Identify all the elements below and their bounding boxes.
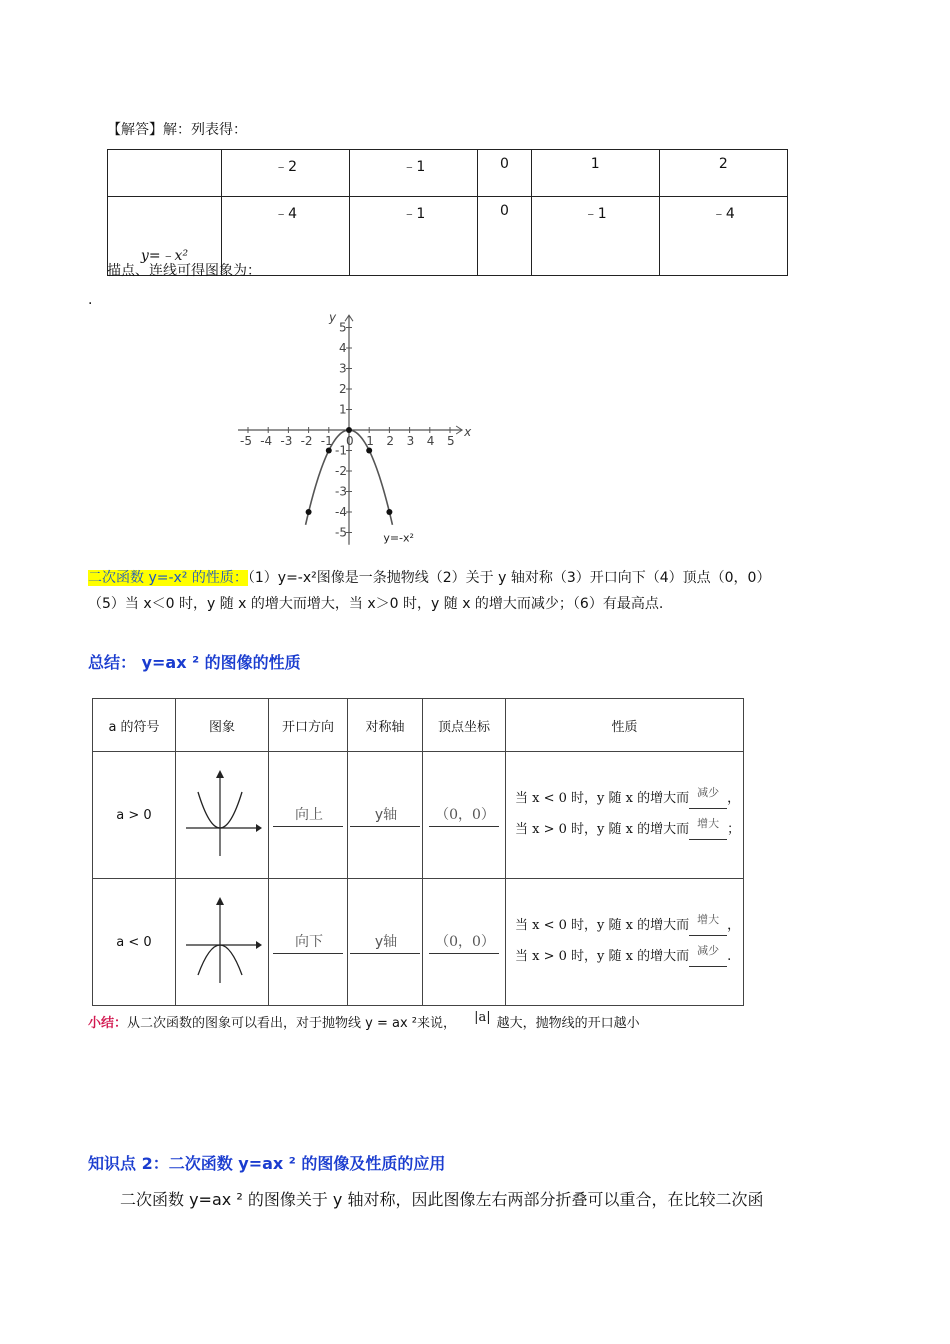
data-point [386,509,392,515]
x-tick-label: -2 [300,434,313,448]
small-summary-text-2: 越大，抛物线的开口越小 [496,1016,640,1031]
vertex-cell [423,752,506,879]
x-tick-label: -5 [240,434,252,448]
x-tick-label: 0 [346,434,354,448]
body-text: 二次函数 y=ax ² 的图像关于 y 轴对称，因此图像左右两部分折叠可以重合，在比较二次函 [120,1190,764,1209]
graph-cell [176,879,269,1006]
axis-fill: y轴 [350,804,420,827]
vertex-fill: （0，0） [429,931,499,954]
graph-cell [176,752,269,879]
table-header-row [93,699,744,752]
property-cell [506,752,744,879]
table-cell: 2 [659,150,787,197]
table-row-label: y=﹣x² [108,197,222,276]
table-cell: 0 [478,150,531,197]
sign-cell: a < 0 [93,879,176,1006]
y-tick-label: -5 [335,525,347,540]
header-cell: a 的符号 [93,699,176,752]
x-axis-label: x [464,425,472,439]
header-cell: 性质 [506,699,744,752]
properties-paragraph [88,565,768,617]
y-tick-label: 4 [339,341,347,355]
y-tick-label: 5 [339,320,347,335]
y-tick-label: -3 [335,484,347,499]
parabola-graph [238,310,478,550]
header-cell: 顶点坐标 [423,699,506,752]
axis-cell [348,752,423,879]
x-tick-label: -4 [260,434,273,448]
x-tick-label: 2 [386,434,395,448]
data-point [306,509,312,515]
x-tick-label: 3 [406,434,415,448]
x-tick-label: -3 [280,434,293,448]
y-tick-label: -1 [335,443,347,458]
property-fill: 增大 [689,809,727,840]
y-tick-label: 3 [339,361,347,376]
table-cell: ﹣1 [350,150,478,197]
axis-fill: y轴 [350,931,420,954]
property-text: 当 x > 0 时，y 随 x 的增大而 [515,822,690,837]
curve-label: y=-x² [383,531,414,545]
data-point [346,427,352,433]
table-cell: ﹣2 [222,150,350,197]
property-punct: . [727,949,732,964]
direction-cell [269,879,348,1006]
property-punct: ， [727,791,741,806]
properties-highlight: 二次函数 y=-x² 的性质： [88,570,248,586]
x-tick-label: 4 [426,434,435,448]
x-tick-label: 5 [447,434,455,448]
plot-caption: 描点、连线可得图象为： [107,263,261,279]
small-summary [88,1012,640,1031]
property-fill: 增大 [689,905,727,936]
upward-parabola-icon [182,768,262,858]
property-fill: 减少 [689,778,727,809]
x-tick-label: -1 [320,434,333,448]
table-row [93,879,744,1006]
data-point [366,448,372,454]
property-text: 当 x < 0 时，y 随 x 的增大而 [515,918,690,933]
table-cell: 0 [478,197,531,276]
y-tick-label: 2 [339,382,347,396]
property-text: 当 x < 0 时，y 随 x 的增大而 [515,791,690,806]
table-row [108,150,788,197]
summary-title: 总结： y=ax ² 的图像的性质 [88,653,301,672]
x-tick-label: 1 [366,434,374,448]
answer-heading: 【解答】解：列表得： [107,122,247,138]
property-line [507,942,742,973]
property-cell [506,879,744,1006]
property-text: 当 x > 0 时，y 随 x 的增大而 [515,949,690,964]
table-row [93,752,744,879]
small-summary-text: 从二次函数的图象可以看出，对于抛物线 y = ax ²来说， [127,1016,457,1031]
sign-cell: a > 0 [93,752,176,879]
downward-parabola-icon [182,895,262,985]
properties-text: （1）y=-x²图像是一条抛物线（2）关于 y 轴对称（3）开口向下（4）顶点（0，0）（5）当 x＜0 时，y 随 x 的增大而增大，当 x＞0 时，y 随 x 的增大而减少；（6）有最高点. [88,570,764,612]
property-line [507,815,742,846]
table-cell: ﹣4 [659,197,787,276]
header-cell: 图象 [176,699,269,752]
y-axis-label: y [329,310,337,325]
table-cell: 1 [531,150,659,197]
table-cell: ﹣1 [531,197,659,276]
table-cell [108,150,222,197]
direction-fill: 向下 [273,931,343,954]
header-cell: 对称轴 [348,699,423,752]
value-table [107,149,788,276]
property-punct: ， [727,918,741,933]
vertex-fill: （0，0） [429,804,499,827]
y-tick-label: -4 [335,505,347,519]
properties-table [92,698,744,1006]
header-cell: 开口方向 [269,699,348,752]
table-cell: ﹣1 [350,197,478,276]
knowledge-point-2-title: 知识点 2：二次函数 y=ax ² 的图像及性质的应用 [88,1154,446,1173]
direction-fill: 向上 [273,804,343,827]
data-point [326,448,332,454]
property-fill: 减少 [689,936,727,967]
small-summary-label: 小结： [88,1016,128,1031]
vertex-cell [423,879,506,1006]
direction-cell [269,752,348,879]
property-punct: ； [727,822,741,837]
y-tick-label: -2 [335,464,347,478]
y-tick-label: 1 [339,402,347,417]
abs-a: |a| [474,1010,491,1025]
dot-mark: . [88,292,93,308]
axis-cell [348,879,423,1006]
table-cell: ﹣4 [222,197,350,276]
